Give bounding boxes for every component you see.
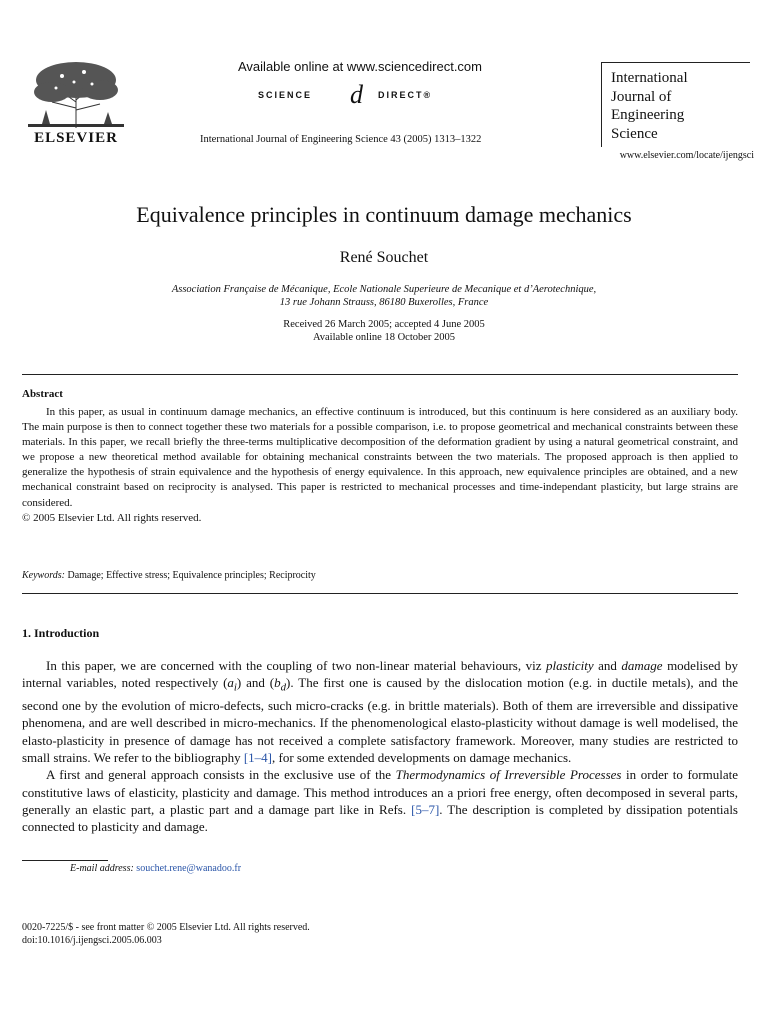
emphasis: plasticity [545, 658, 594, 673]
sciencedirect-logo[interactable] [258, 82, 458, 110]
text-run: and [593, 658, 622, 673]
keywords-label: Keywords: [22, 570, 65, 581]
keywords-list: Damage; Effective stress; Equivalence principles; Reciprocity [67, 570, 316, 581]
available-date: Available online 18 October 2005 [312, 332, 456, 343]
section-heading: 1. Introduction [22, 626, 100, 640]
abstract-heading: Abstract [22, 388, 63, 400]
author-email-footnote [70, 863, 241, 874]
sd-logo-at-icon: d [350, 80, 363, 109]
intro-paragraph-2 [22, 766, 738, 835]
journal-citation: International Journal of Engineering Science 43 (2005) 1313–1322 [200, 134, 482, 145]
affiliation-line: Association Française de Mécanique, Ecole Nationale Superieure de Mecanique et d’Aerotechnique, [171, 284, 597, 295]
abstract-copyright: © 2005 Elsevier Ltd. All rights reserved. [22, 511, 202, 524]
abstract-body [22, 405, 738, 526]
email-link[interactable]: souchet.rene@wanadoo.fr [136, 863, 242, 874]
citation-link[interactable]: [1–4] [243, 750, 272, 766]
variable-b [274, 675, 287, 694]
text-run: . The description is completed by dissipation potentials connected to plasticity and damage. [22, 801, 738, 835]
issn-line: 0020-7225/$ - see front matter © 2005 Elsevier Ltd. All rights reserved. [22, 922, 310, 933]
journal-name-box [601, 62, 750, 147]
text-run: modelised by internal variables, noted respectively ( [22, 658, 738, 691]
variable-a [227, 675, 237, 694]
footnote-rule [22, 860, 108, 861]
var-base: b [274, 675, 281, 691]
abstract-bottom-rule [22, 593, 738, 594]
journal-name-line: Engineering [611, 107, 685, 123]
introduction-body [22, 657, 738, 836]
publisher-name: ELSEVIER [34, 130, 118, 146]
text-run: ) and ( [236, 675, 275, 691]
intro-paragraph-1 [22, 657, 738, 766]
affiliation-line: 13 rue Johann Strauss, 86180 Buxerolles, France [279, 297, 489, 308]
emphasis: damage [621, 658, 663, 673]
article-author: René Souchet [339, 249, 429, 266]
keywords [22, 570, 316, 581]
author-affiliation [20, 283, 748, 309]
email-label: E-mail address: [70, 863, 134, 874]
doi-line[interactable]: doi:10.1016/j.ijengsci.2005.06.003 [22, 935, 162, 946]
journal-url[interactable]: www.elsevier.com/locate/ijengsci [619, 150, 754, 161]
text-run: in order to formulate constitutive laws of elasticity, plasticity and damage. This method introduces an a priori free energy, often decomposed in several parts, generally an elastic part, a plastic part and a damage part like in Refs. [22, 767, 739, 817]
available-online-text[interactable]: Available online at www.sciencedirect.com [238, 59, 482, 74]
elsevier-tree-logo [22, 58, 130, 130]
article-dates [20, 318, 748, 344]
journal-name-line: Journal of [611, 88, 672, 105]
journal-name-line: Science [611, 125, 658, 142]
emphasis: Thermodynamics of Irreversible Processes [395, 767, 622, 783]
sd-logo-left: SCIENCE [258, 90, 313, 100]
issn-doi [22, 921, 310, 947]
text-run: A first and general approach consists in the exclusive use of the [46, 767, 396, 783]
abstract-top-rule [22, 374, 738, 375]
text-run: In this paper, we are concerned with the coupling of two non-linear material behaviours, viz [46, 658, 546, 673]
received-date: Received 26 March 2005; accepted 4 June 2005 [283, 319, 485, 330]
text-run: , for some extended developments on damage mechanics. [272, 750, 572, 766]
journal-name-line: International [611, 70, 688, 86]
article-title: Equivalence principles in continuum damage mechanics [136, 202, 632, 227]
abstract-text: In this paper, as usual in continuum damage mechanics, an effective continuum is introduced, but this continuum is here considered as an auxiliary body. The main purpose is then to connect together these two materials for a possible comparison, i.e. to propose geometrical and mechanical constraints between these materials. In this paper, we recall briefly the three-terms multiplicative decomposition of the deformation gradient by using a natural geometrical constraint, and we propose a new theoretical method available for obtaining mechanical constraints between the two materials. The proposed approach is then applied to generalize the hypothesis of strain equivalence and the hypothesis of energy equivalence. In this approach, new equivalence principles are obtained, and a new mechanical constraint based on reciprocity is analysed. This paper is restricted to mechanical processes and time-independant plasticity, but large strains are considered. [22, 406, 738, 509]
text-run: ). The first one is caused by the dislocation motion (e.g. in ductile metals), and the second one by the evolution of micro-defects, such micro-cracks (e.g. in brittle materials). Both of them are irreversible and dissipative phenomena, and are well described in micro-mechanics. If the phenomenological elasto-plasticity without damage is well modelised, the elasto-plasticity in presence of damage has not received a complete satisfactory framework. Moreover, many studies are restricted to small strains. We refer to the bibliography [22, 675, 738, 766]
sd-logo-right: DIRECT® [378, 90, 433, 100]
citation-link[interactable]: [5–7] [411, 801, 440, 817]
var-base: a [227, 675, 234, 691]
var-subscript: d [280, 681, 287, 694]
var-subscript: i [233, 681, 237, 694]
